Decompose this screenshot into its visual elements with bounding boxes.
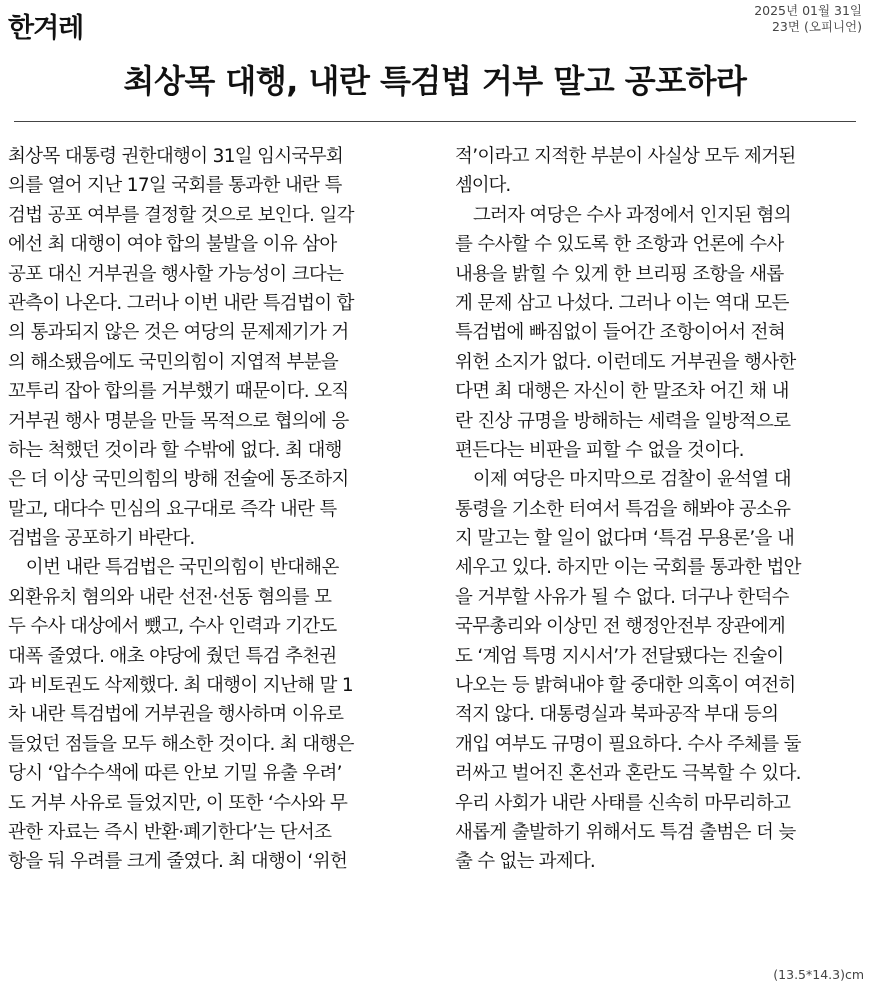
body-text-line: 대폭 줄였다. 애초 야당에 줬던 특검 추천권 xyxy=(8,645,337,667)
body-text-line: 통령을 기소한 터여서 특검을 해봐야 공소유 xyxy=(455,498,791,520)
article-column-left xyxy=(8,142,418,877)
article-meta xyxy=(754,3,862,35)
body-text-line: 적지 않다. 대통령실과 북파공작 부대 등의 xyxy=(455,704,779,726)
body-text-line: 내용을 밝힐 수 있게 한 브리핑 조항을 새롭 xyxy=(455,263,784,285)
body-text-line: 도 ‘계엄 특명 지시서’가 전달됐다는 진술이 xyxy=(455,645,784,667)
body-text-line: 를 수사할 수 있도록 한 조항과 언론에 수사 xyxy=(455,234,784,256)
body-text-line: 러싸고 벌어진 혼선과 혼란도 극복할 수 있다. xyxy=(455,763,801,785)
body-text-line: 적’이라고 지적한 부분이 사실상 모두 제거된 xyxy=(455,146,796,167)
body-text-line: 세우고 있다. 하지만 이는 국회를 통과한 법안 xyxy=(455,557,801,579)
body-text-line: 출 수 없는 과제다. xyxy=(455,851,596,873)
body-text-line: 차 내란 특검법에 거부권을 행사하며 이유로 xyxy=(8,704,344,726)
body-text-line: 검법 공포 여부를 결정할 것으로 보인다. 일각 xyxy=(8,204,354,226)
body-text-line: 개입 여부도 규명이 필요하다. 수사 주체를 둘 xyxy=(455,733,801,755)
body-text-line: 을 거부할 사유가 될 수 없다. 더구나 한덕수 xyxy=(455,586,789,608)
body-text-line: 게 문제 삼고 나섰다. 그러나 이는 역대 모든 xyxy=(455,292,789,314)
body-text-line: 위헌 소지가 없다. 이런데도 거부권을 행사한 xyxy=(455,351,796,373)
body-text-line: 그러자 여당은 수사 과정에서 인지된 혐의 xyxy=(455,204,791,226)
body-text-line: 에선 최 대행이 여야 합의 불발을 이유 삼아 xyxy=(8,234,337,256)
body-text-line: 당시 ‘압수수색에 따른 안보 기밀 유출 우려’ xyxy=(8,763,342,785)
body-text-line: 특검법에 빠짐없이 들어간 조항이어서 전혀 xyxy=(455,322,786,344)
body-text-line: 거부권 행사 명분을 만들 목적으로 협의에 응 xyxy=(8,410,349,432)
body-text-line: 관측이 나온다. 그러나 이번 내란 특검법이 합 xyxy=(8,292,354,314)
body-text-line: 우리 사회가 내란 사태를 신속히 마무리하고 xyxy=(455,792,791,814)
body-text-line: 은 더 이상 국민의힘의 방해 전술에 동조하지 xyxy=(8,469,349,491)
body-text-line: 의를 열어 지난 17일 국회를 통과한 내란 특 xyxy=(8,175,342,197)
body-text-line: 꼬투리 잡아 합의를 거부했기 때문이다. 오직 xyxy=(8,381,349,403)
publish-date: 2025년 01월 31일 xyxy=(754,3,862,18)
body-text-line: 지 말고는 할 일이 없다며 ‘특검 무용론’을 내 xyxy=(455,528,795,550)
body-text-line: 국무총리와 이상민 전 행정안전부 장관에게 xyxy=(455,616,786,638)
headline: 최상목 대행, 내란 특검법 거부 말고 공포하라 xyxy=(123,62,747,100)
body-text-line: 새롭게 출발하기 위해서도 특검 출범은 더 늦 xyxy=(455,821,796,843)
body-text-line: 도 거부 사유로 들었지만, 이 또한 ‘수사와 무 xyxy=(8,792,348,814)
body-text-line: 관한 자료는 즉시 반환·폐기한다’는 단서조 xyxy=(8,821,332,843)
body-text-line: 공포 대신 거부권을 행사할 가능성이 크다는 xyxy=(8,263,344,285)
newspaper-logo: 한겨레 xyxy=(8,13,84,44)
body-text-line: 하는 척했던 것이라 할 수밖에 없다. 최 대행 xyxy=(8,439,342,461)
body-text-line: 과 비토권도 삭제했다. 최 대행이 지난해 말 1 xyxy=(8,675,354,697)
body-text-line: 란 진상 규명을 방해하는 세력을 일방적으로 xyxy=(455,410,791,432)
body-text-line: 들었던 점들을 모두 해소한 것이다. 최 대행은 xyxy=(8,733,354,755)
body-text-line: 의 해소됐음에도 국민의힘이 지엽적 부분을 xyxy=(8,351,339,373)
body-text-line: 셈이다. xyxy=(455,175,511,197)
article-size: (13.5*14.3)cm xyxy=(773,967,864,982)
page-section: 23면 (오피니언) xyxy=(771,19,862,34)
body-text-line: 이제 여당은 마지막으로 검찰이 윤석열 대 xyxy=(455,469,791,491)
body-text-line: 두 수사 대상에서 뺐고, 수사 인력과 기간도 xyxy=(8,616,337,638)
body-text-line: 다면 최 대행은 자신이 한 말조차 어긴 채 내 xyxy=(455,381,789,403)
body-text-line: 검법을 공포하기 바란다. xyxy=(8,528,195,550)
body-text-line: 외환유치 혐의와 내란 선전·선동 혐의를 모 xyxy=(8,586,332,608)
body-text-line: 말고, 대다수 민심의 요구대로 즉각 내란 특 xyxy=(8,498,337,520)
article-column-right xyxy=(455,142,865,877)
headline-divider xyxy=(14,121,856,122)
body-text-line: 의 통과되지 않은 것은 여당의 문제제기가 거 xyxy=(8,322,349,344)
body-text-line: 이번 내란 특검법은 국민의힘이 반대해온 xyxy=(8,557,339,579)
body-text-line: 편든다는 비판을 피할 수 없을 것이다. xyxy=(455,439,744,461)
body-text-line: 나오는 등 밝혀내야 할 중대한 의혹이 여전히 xyxy=(455,675,796,697)
body-text-line: 최상목 대통령 권한대행이 31일 임시국무회 xyxy=(8,146,344,167)
body-text-line: 항을 둬 우려를 크게 줄였다. 최 대행이 ‘위헌 xyxy=(8,851,348,873)
